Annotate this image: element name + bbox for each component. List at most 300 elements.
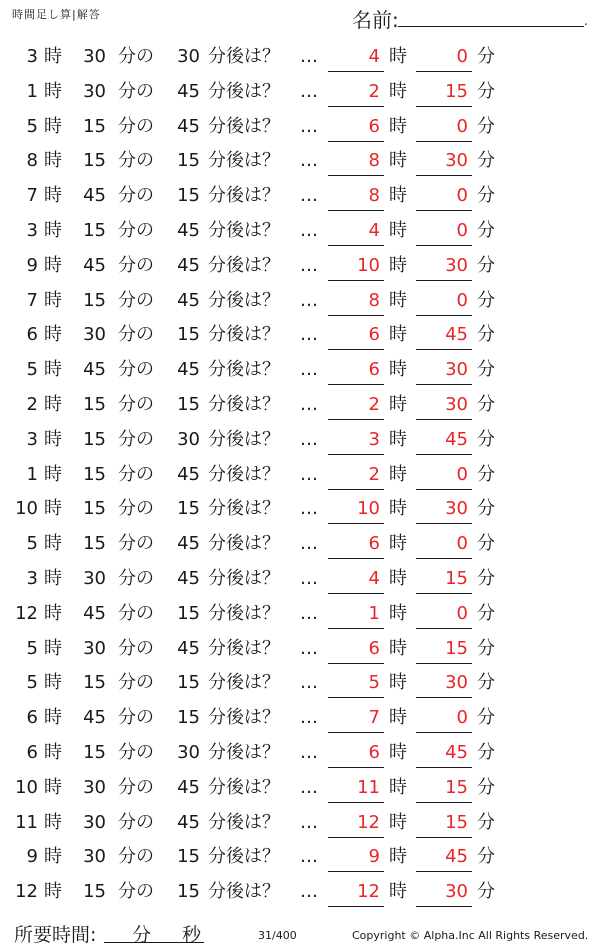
answer-hour-blank[interactable]	[328, 454, 384, 455]
question-label: 分後は？	[208, 289, 280, 311]
hour-unit: 時	[44, 742, 62, 763]
answer-hour-blank[interactable]	[328, 384, 384, 385]
answer-hour-blank[interactable]	[328, 245, 384, 246]
start-hour: 5	[26, 115, 38, 137]
answer-hour-blank[interactable]	[328, 871, 384, 872]
ellipsis: …	[300, 185, 318, 207]
answer-hour-unit: 時	[389, 498, 407, 520]
answer-minute-blank[interactable]	[416, 454, 472, 455]
answer-minute-unit: 分	[477, 533, 495, 555]
answer-hour-blank[interactable]	[328, 210, 384, 211]
minutes-of-label: 分の	[118, 637, 154, 659]
problem-row	[0, 353, 600, 388]
ellipsis: …	[300, 533, 318, 555]
answer-minute-unit: 分	[477, 742, 495, 763]
answer-minute: 0	[456, 289, 468, 311]
answer-minute-blank[interactable]	[416, 245, 472, 246]
added-minutes: 15	[177, 672, 200, 694]
start-hour: 12	[15, 881, 38, 903]
question-label: 分後は？	[208, 254, 280, 276]
answer-hour-blank[interactable]	[328, 419, 384, 420]
minutes-of-label: 分の	[118, 394, 154, 415]
minutes-of-label: 分の	[118, 185, 154, 207]
answer-hour-unit: 時	[389, 324, 407, 346]
hour-unit: 時	[44, 185, 62, 207]
start-minute: 45	[83, 359, 106, 381]
question-label: 分後は？	[208, 742, 280, 763]
answer-hour-blank[interactable]	[328, 175, 384, 176]
problem-row	[0, 875, 600, 910]
answer-hour: 9	[368, 846, 380, 868]
time-minute-unit: 分	[132, 924, 152, 946]
minutes-of-label: 分の	[118, 602, 154, 624]
start-hour: 11	[15, 811, 38, 833]
minutes-of-label: 分の	[118, 498, 154, 520]
hour-unit: 時	[44, 220, 62, 241]
added-minutes: 15	[177, 881, 200, 903]
ellipsis: …	[300, 742, 318, 763]
hour-unit: 時	[44, 811, 62, 833]
answer-hour: 6	[368, 115, 380, 137]
answer-hour-blank[interactable]	[328, 593, 384, 594]
hour-unit: 時	[44, 428, 62, 450]
hour-unit: 時	[44, 115, 62, 137]
problem-row	[0, 458, 600, 493]
answer-minute: 30	[445, 394, 468, 415]
start-hour: 3	[26, 428, 38, 450]
ellipsis: …	[300, 568, 318, 589]
answer-hour: 2	[368, 463, 380, 485]
answer-hour-unit: 時	[389, 637, 407, 659]
answer-minute-blank[interactable]	[416, 419, 472, 420]
added-minutes: 45	[177, 289, 200, 311]
answer-minute-unit: 分	[477, 115, 495, 137]
question-label: 分後は？	[208, 672, 280, 694]
answer-minute: 45	[445, 428, 468, 450]
question-label: 分後は？	[208, 115, 280, 137]
hour-unit: 時	[44, 324, 62, 346]
answer-hour-unit: 時	[389, 359, 407, 381]
answer-minute-unit: 分	[477, 220, 495, 241]
problem-row	[0, 318, 600, 353]
answer-minute-unit: 分	[477, 80, 495, 102]
start-hour: 1	[26, 463, 38, 485]
answer-hour-blank[interactable]	[328, 141, 384, 142]
added-minutes: 45	[177, 80, 200, 102]
question-label: 分後は？	[208, 220, 280, 241]
question-label: 分後は？	[208, 498, 280, 520]
answer-minute: 15	[445, 80, 468, 102]
start-minute: 45	[83, 185, 106, 207]
hour-unit: 時	[44, 602, 62, 624]
minutes-of-label: 分の	[118, 115, 154, 137]
answer-minute: 0	[456, 185, 468, 207]
ellipsis: …	[300, 289, 318, 311]
answer-hour: 6	[368, 359, 380, 381]
answer-minute-blank[interactable]	[416, 697, 472, 698]
answer-minute-unit: 分	[477, 846, 495, 868]
ellipsis: …	[300, 637, 318, 659]
question-label: 分後は？	[208, 394, 280, 415]
question-label: 分後は？	[208, 428, 280, 450]
start-minute: 45	[83, 707, 106, 729]
start-hour: 6	[26, 742, 38, 763]
added-minutes: 15	[177, 150, 200, 172]
answer-hour-unit: 時	[389, 881, 407, 903]
start-minute: 30	[83, 46, 106, 67]
minutes-of-label: 分の	[118, 220, 154, 241]
problem-row	[0, 214, 600, 249]
problem-row	[0, 388, 600, 423]
time-second-unit: 秒	[182, 924, 202, 946]
problem-row	[0, 701, 600, 736]
minutes-of-label: 分の	[118, 707, 154, 729]
question-label: 分後は？	[208, 602, 280, 624]
minutes-of-label: 分の	[118, 324, 154, 346]
answer-hour-unit: 時	[389, 742, 407, 763]
minutes-of-label: 分の	[118, 80, 154, 102]
question-label: 分後は？	[208, 881, 280, 903]
answer-minute-unit: 分	[477, 811, 495, 833]
answer-minute-blank[interactable]	[416, 384, 472, 385]
answer-hour-blank[interactable]	[328, 523, 384, 524]
start-minute: 15	[83, 220, 106, 241]
answer-minute-unit: 分	[477, 881, 495, 903]
answer-minute-unit: 分	[477, 185, 495, 207]
answer-minute: 0	[456, 220, 468, 241]
added-minutes: 45	[177, 115, 200, 137]
hour-unit: 時	[44, 846, 62, 868]
answer-minute-unit: 分	[477, 359, 495, 381]
answer-hour: 1	[368, 602, 380, 624]
ellipsis: …	[300, 672, 318, 694]
name-field[interactable]	[398, 26, 584, 27]
answer-hour: 3	[368, 428, 380, 450]
start-hour: 5	[26, 359, 38, 381]
answer-hour-unit: 時	[389, 289, 407, 311]
start-minute: 15	[83, 533, 106, 555]
answer-minute: 30	[445, 359, 468, 381]
minutes-of-label: 分の	[118, 289, 154, 311]
answer-hour-blank[interactable]	[328, 906, 384, 907]
question-label: 分後は？	[208, 776, 280, 798]
answer-minute-blank[interactable]	[416, 523, 472, 524]
answer-minute: 45	[445, 742, 468, 763]
question-label: 分後は？	[208, 80, 280, 102]
start-hour: 3	[26, 220, 38, 241]
answer-minute-unit: 分	[477, 324, 495, 346]
answer-minute-blank[interactable]	[416, 732, 472, 733]
answer-minute: 30	[445, 672, 468, 694]
start-hour: 10	[15, 776, 38, 798]
start-minute: 15	[83, 150, 106, 172]
problem-row	[0, 40, 600, 75]
start-hour: 8	[26, 150, 38, 172]
answer-minute-unit: 分	[477, 394, 495, 415]
start-minute: 30	[83, 80, 106, 102]
answer-hour: 6	[368, 742, 380, 763]
problem-row	[0, 771, 600, 806]
answer-minute: 30	[445, 881, 468, 903]
minutes-of-label: 分の	[118, 742, 154, 763]
problem-row	[0, 597, 600, 632]
answer-minute-blank[interactable]	[416, 489, 472, 490]
ellipsis: …	[300, 881, 318, 903]
start-minute: 15	[83, 394, 106, 415]
hour-unit: 時	[44, 394, 62, 415]
answer-minute-unit: 分	[477, 428, 495, 450]
question-label: 分後は？	[208, 811, 280, 833]
answer-hour: 2	[368, 80, 380, 102]
answer-hour-blank[interactable]	[328, 558, 384, 559]
start-minute: 15	[83, 428, 106, 450]
answer-hour-unit: 時	[389, 220, 407, 241]
answer-hour-blank[interactable]	[328, 71, 384, 72]
added-minutes: 30	[177, 428, 200, 450]
minutes-of-label: 分の	[118, 881, 154, 903]
start-hour: 7	[26, 185, 38, 207]
start-minute: 15	[83, 672, 106, 694]
start-minute: 15	[83, 289, 106, 311]
minutes-of-label: 分の	[118, 568, 154, 589]
question-label: 分後は？	[208, 568, 280, 589]
answer-hour-blank[interactable]	[328, 280, 384, 281]
start-hour: 3	[26, 568, 38, 589]
hour-unit: 時	[44, 637, 62, 659]
hour-unit: 時	[44, 254, 62, 276]
problem-row	[0, 666, 600, 701]
answer-hour-unit: 時	[389, 533, 407, 555]
minutes-of-label: 分の	[118, 428, 154, 450]
hour-unit: 時	[44, 776, 62, 798]
answer-hour: 7	[368, 707, 380, 729]
ellipsis: …	[300, 776, 318, 798]
problem-row	[0, 632, 600, 667]
question-label: 分後は？	[208, 707, 280, 729]
answer-hour-unit: 時	[389, 46, 407, 67]
answer-minute-blank[interactable]	[416, 871, 472, 872]
answer-hour: 11	[357, 776, 380, 798]
answer-hour-unit: 時	[389, 428, 407, 450]
answer-minute-blank[interactable]	[416, 71, 472, 72]
hour-unit: 時	[44, 707, 62, 729]
start-hour: 5	[26, 637, 38, 659]
ellipsis: …	[300, 428, 318, 450]
start-hour: 1	[26, 80, 38, 102]
added-minutes: 30	[177, 742, 200, 763]
minutes-of-label: 分の	[118, 811, 154, 833]
name-label: 名前:	[352, 8, 399, 32]
problem-row	[0, 423, 600, 458]
hour-unit: 時	[44, 150, 62, 172]
answer-hour-unit: 時	[389, 80, 407, 102]
question-label: 分後は？	[208, 46, 280, 67]
question-label: 分後は？	[208, 637, 280, 659]
question-label: 分後は？	[208, 324, 280, 346]
minutes-of-label: 分の	[118, 463, 154, 485]
answer-minute-blank[interactable]	[416, 558, 472, 559]
problem-row	[0, 806, 600, 841]
minutes-of-label: 分の	[118, 46, 154, 67]
ellipsis: …	[300, 811, 318, 833]
start-hour: 6	[26, 707, 38, 729]
answer-minute-unit: 分	[477, 46, 495, 67]
answer-minute: 0	[456, 46, 468, 67]
ellipsis: …	[300, 150, 318, 172]
added-minutes: 15	[177, 324, 200, 346]
answer-minute-blank[interactable]	[416, 106, 472, 107]
answer-minute: 0	[456, 463, 468, 485]
ellipsis: …	[300, 846, 318, 868]
answer-hour: 10	[357, 254, 380, 276]
added-minutes: 15	[177, 846, 200, 868]
start-minute: 30	[83, 776, 106, 798]
answer-minute-blank[interactable]	[416, 175, 472, 176]
hour-unit: 時	[44, 533, 62, 555]
start-hour: 12	[15, 602, 38, 624]
start-hour: 9	[26, 846, 38, 868]
answer-hour-unit: 時	[389, 846, 407, 868]
added-minutes: 15	[177, 185, 200, 207]
answer-minute: 30	[445, 254, 468, 276]
answer-hour-blank[interactable]	[328, 732, 384, 733]
answer-minute-unit: 分	[477, 568, 495, 589]
answer-hour-blank[interactable]	[328, 663, 384, 664]
answer-hour-blank[interactable]	[328, 628, 384, 629]
answer-minute-blank[interactable]	[416, 280, 472, 281]
answer-hour-unit: 時	[389, 568, 407, 589]
added-minutes: 45	[177, 359, 200, 381]
answer-hour-blank[interactable]	[328, 349, 384, 350]
answer-hour-blank[interactable]	[328, 489, 384, 490]
problem-row	[0, 179, 600, 214]
added-minutes: 45	[177, 776, 200, 798]
ellipsis: …	[300, 707, 318, 729]
ellipsis: …	[300, 254, 318, 276]
problem-row	[0, 736, 600, 771]
added-minutes: 15	[177, 707, 200, 729]
answer-hour-blank[interactable]	[328, 106, 384, 107]
answer-hour-blank[interactable]	[328, 697, 384, 698]
answer-hour-blank[interactable]	[328, 837, 384, 838]
added-minutes: 45	[177, 533, 200, 555]
answer-hour-blank[interactable]	[328, 802, 384, 803]
start-hour: 9	[26, 254, 38, 276]
question-label: 分後は？	[208, 150, 280, 172]
answer-hour: 8	[368, 150, 380, 172]
start-minute: 15	[83, 115, 106, 137]
minutes-of-label: 分の	[118, 254, 154, 276]
added-minutes: 15	[177, 498, 200, 520]
answer-minute-blank[interactable]	[416, 837, 472, 838]
answer-hour: 8	[368, 185, 380, 207]
ellipsis: …	[300, 115, 318, 137]
minutes-of-label: 分の	[118, 359, 154, 381]
problem-row	[0, 75, 600, 110]
problem-row	[0, 527, 600, 562]
answer-minute: 45	[445, 324, 468, 346]
start-minute: 45	[83, 254, 106, 276]
answer-hour: 4	[368, 46, 380, 67]
answer-minute-unit: 分	[477, 498, 495, 520]
copyright-notice: Copyright © Alpha.Inc All Rights Reserved.	[352, 929, 589, 942]
answer-hour: 8	[368, 289, 380, 311]
answer-minute-blank[interactable]	[416, 767, 472, 768]
start-hour: 5	[26, 533, 38, 555]
ellipsis: …	[300, 220, 318, 241]
answer-hour: 6	[368, 324, 380, 346]
hour-unit: 時	[44, 672, 62, 694]
answer-hour-blank[interactable]	[328, 315, 384, 316]
minutes-of-label: 分の	[118, 150, 154, 172]
answer-minute-blank[interactable]	[416, 906, 472, 907]
answer-hour-unit: 時	[389, 707, 407, 729]
answer-minute-blank[interactable]	[416, 628, 472, 629]
question-label: 分後は？	[208, 463, 280, 485]
start-minute: 15	[83, 498, 106, 520]
start-minute: 15	[83, 742, 106, 763]
answer-hour: 6	[368, 533, 380, 555]
answer-hour-unit: 時	[389, 394, 407, 415]
answer-minute-blank[interactable]	[416, 802, 472, 803]
answer-hour-unit: 時	[389, 811, 407, 833]
answer-hour-unit: 時	[389, 602, 407, 624]
answer-minute-blank[interactable]	[416, 141, 472, 142]
answer-minute-unit: 分	[477, 463, 495, 485]
answer-hour: 2	[368, 394, 380, 415]
hour-unit: 時	[44, 463, 62, 485]
added-minutes: 15	[177, 602, 200, 624]
answer-minute: 30	[445, 498, 468, 520]
answer-minute-unit: 分	[477, 776, 495, 798]
minutes-of-label: 分の	[118, 533, 154, 555]
answer-minute: 0	[456, 602, 468, 624]
start-minute: 15	[83, 463, 106, 485]
hour-unit: 時	[44, 80, 62, 102]
answer-minute: 45	[445, 846, 468, 868]
start-minute: 45	[83, 602, 106, 624]
ellipsis: …	[300, 359, 318, 381]
problem-row	[0, 249, 600, 284]
answer-minute-blank[interactable]	[416, 349, 472, 350]
answer-minute-blank[interactable]	[416, 315, 472, 316]
answer-hour: 5	[368, 672, 380, 694]
answer-minute-unit: 分	[477, 672, 495, 694]
answer-minute-unit: 分	[477, 602, 495, 624]
ellipsis: …	[300, 394, 318, 415]
answer-hour: 4	[368, 568, 380, 589]
answer-minute-unit: 分	[477, 707, 495, 729]
start-hour: 10	[15, 498, 38, 520]
answer-minute-unit: 分	[477, 254, 495, 276]
answer-minute-blank[interactable]	[416, 593, 472, 594]
minutes-of-label: 分の	[118, 846, 154, 868]
answer-hour: 10	[357, 498, 380, 520]
start-minute: 30	[83, 637, 106, 659]
problem-row	[0, 562, 600, 597]
ellipsis: …	[300, 463, 318, 485]
start-hour: 5	[26, 672, 38, 694]
answer-minute-blank[interactable]	[416, 210, 472, 211]
answer-minute: 15	[445, 637, 468, 659]
answer-minute: 15	[445, 568, 468, 589]
minutes-of-label: 分の	[118, 776, 154, 798]
answer-minute-blank[interactable]	[416, 663, 472, 664]
question-label: 分後は？	[208, 359, 280, 381]
answer-minute: 0	[456, 707, 468, 729]
answer-hour-blank[interactable]	[328, 767, 384, 768]
hour-unit: 時	[44, 359, 62, 381]
